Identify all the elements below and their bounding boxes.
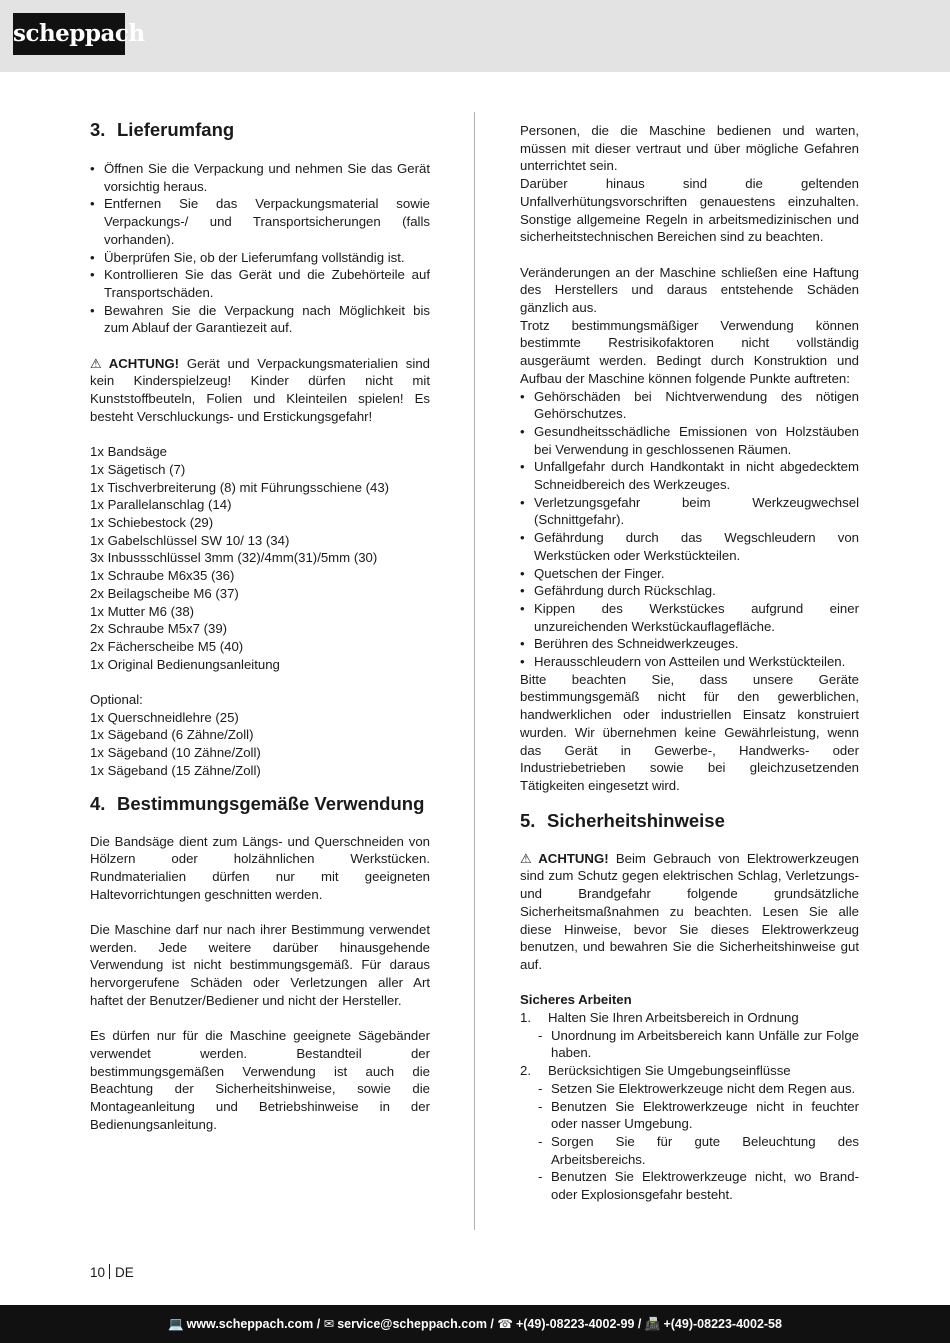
footer-phone: +(49)-08223-4002-99 / [515, 1317, 642, 1331]
list-item: • Gehörschäden bei Nichtverwendung des nötigen Gehörschutzes. [520, 388, 859, 423]
optional-label: Optional: [90, 692, 143, 708]
list-item: 2x Fächerscheibe M5 (40) [90, 638, 244, 654]
list-item: • Unfallgefahr durch Handkontakt in nicht abgedecktem Schneidbereich des Werkzeuges. [520, 458, 859, 493]
list-item: 1x Original Bedienungsanleitung [90, 656, 280, 672]
numbered-item [520, 1009, 859, 1027]
list-item: 1x Sägetisch (7) [90, 461, 186, 477]
page-number [90, 1264, 134, 1280]
list-item: - Unordnung im Arbeitsbereich kann Unfälle zur Folge haben. [520, 1027, 859, 1062]
list-item: - Benutzen Sie Elektrowerkzeuge nicht in feuchter oder nasser Umgebung. [520, 1098, 859, 1133]
warning-label: ACHTUNG! [108, 355, 180, 371]
warning-icon: ⚠ [90, 355, 106, 371]
header-band [0, 0, 950, 72]
list-item: 1x Schiebestock (29) [90, 515, 214, 531]
list-item: 1x Schraube M6x35 (36) [90, 568, 235, 584]
list-item: 1x Bandsäge [90, 444, 167, 460]
list-item: 1x Tischverbreiterung (8) mit Führungsschiene (43) [90, 479, 390, 495]
section-4-title: Bestimmungsgemäße Verwendung [117, 792, 425, 814]
section-5-title: Sicherheitshinweise [547, 809, 725, 831]
delivery-items-list [90, 443, 430, 673]
warning-text: Beim Gebrauch von Elektrowerkzeugen sind zum Schutz gegen elektrischen Schlag, Verletzungs- und Brandgefahr folgende grundsätzliche Sicherheitsmaßnahmen zu beachten. Lesen Sie alle diese Hinweise, bevor Sie dieses Elektrowerkzeug benutzen, und bewahren Sie die Sicherheitshinweise gut auf. [520, 850, 860, 972]
list-item: • Gesundheitsschädliche Emissionen von Holzstäuben bei Verwendung in geschlossenen Räumen. [520, 423, 859, 458]
item-title: Berücksichtigen Sie Umgebungseinflüsse [548, 1063, 791, 1079]
left-column [90, 112, 430, 1133]
liability-paragraph: Veränderungen an der Maschine schließen eine Haftung des Herstellers und daraus entstehende Schäden gänzlich aus. [520, 264, 859, 316]
mail-icon: ✉ [323, 1317, 335, 1331]
dash-list [520, 1080, 859, 1204]
list-item: 1x Sägeband (10 Zähne/Zoll) [90, 745, 261, 761]
list-item: • Quetschen der Finger. [520, 565, 859, 583]
residual-risks-list [520, 388, 859, 671]
commercial-use-paragraph: Bitte beachten Sie, dass unsere Geräte bestimmungsgemäß nicht für den gewerblichen, handwerklichen oder industriellen Einsatz konstruiert wurden. Wir übernehmen keine Gewährleistung, wenn das Gerät in Gewerbe-, Handwerks- oder Industriebetrieben sowie bei gleichzusetzenden Tätigkeiten eingesetzt wird. [520, 671, 859, 793]
list-item: 1x Gabelschlüssel SW 10/ 13 (34) [90, 532, 290, 548]
list-item: • Entfernen Sie das Verpackungsmaterial sowie Verpackungs-/ und Transportsicherungen (falls vorhanden). [90, 195, 430, 248]
brand-logo: scheppach [13, 13, 125, 55]
section-3-number: 3. [90, 119, 106, 140]
section-4-number: 4. [90, 792, 106, 814]
list-item: • Gefährdung durch Rückschlag. [520, 582, 859, 600]
warning-paragraph [90, 355, 430, 426]
list-item: 1x Sägeband (15 Zähne/Zoll) [90, 762, 261, 778]
section-4-heading [90, 792, 430, 816]
list-item: • Verletzungsgefahr beim Werkzeugwechsel (Schnittgefahr). [520, 494, 859, 529]
list-item: • Kontrollieren Sie das Gerät und die Zubehörteile auf Transportschäden. [90, 266, 430, 301]
list-item: - Setzen Sie Elektrowerkzeuge nicht dem Regen aus. [520, 1080, 859, 1098]
list-item: • Herausschleudern von Astteilen und Werkstückteilen. [520, 653, 859, 671]
list-item: • Öffnen Sie die Verpackung und nehmen Sie das Gerät vorsichtig heraus. [90, 160, 430, 195]
numbered-item [520, 1062, 859, 1080]
accident-prevention-paragraph: Darüber hinaus sind die geltenden Unfallverhütungsvorschriften genauestens einzuhalten. Sonstige allgemeine Regeln in arbeitsmedizinischen und sicherheitstechnischen Bereichen sind zu beachten. [520, 176, 859, 245]
list-item: 1x Parallelanschlag (14) [90, 497, 232, 513]
list-item: • Berühren des Schneidwerkzeuges. [520, 635, 859, 653]
item-number: 2. [520, 1063, 531, 1079]
usage-paragraph-3: Es dürfen nur für die Maschine geeignete Sägebänder verwendet werden. Bestandteil der bestimmungsgemäßen Verwendung ist auch die Beachtung der Sicherheitshinweise, sowie die Montageanleitung und Betriebshinweise in der Bedienungsanleitung. [90, 1028, 430, 1132]
footer-web: www.scheppach.com / [186, 1317, 321, 1331]
page-number-value: 10 [90, 1265, 106, 1280]
usage-paragraph-2: Die Maschine darf nur nach ihrer Bestimmung verwendet werden. Jede weitere darüber hinausgehende Verwendung ist nicht bestimmungsgemäß. Für daraus hervorgerufene Schäden oder Verletzungen aller Art haftet der Benutzer/Bediener und nicht der Hersteller. [90, 922, 430, 1008]
list-item: 1x Querschneidlehre (25) [90, 709, 239, 725]
section-5-number: 5. [520, 809, 536, 831]
warning-icon: ⚠ [520, 850, 536, 866]
warning-text: Gerät und Verpackungsmaterialien sind kein Kinderspielzeug! Kinder dürfen nicht mit Kunststoffbeuteln, Folien und Kleinteilen spielen! Es besteht Verschluckungs- und Erstickungsgefahr! [90, 355, 430, 424]
safety-warning-paragraph [520, 850, 859, 974]
unpack-steps-list [90, 160, 430, 337]
column-divider [474, 112, 475, 1230]
list-item: • Kippen des Werkstückes aufgrund einer unzureichenden Werkstückauflagefläche. [520, 600, 859, 635]
page-language: DE [115, 1265, 134, 1280]
footer-mail: service@scheppach.com / [337, 1317, 494, 1331]
list-item: 3x Inbussschlüssel 3mm (32)/4mm(31)/5mm (30) [90, 550, 378, 566]
section-3-title: Lieferumfang [117, 119, 235, 140]
list-item: 2x Schraube M5x7 (39) [90, 621, 228, 637]
warning-label: ACHTUNG! [538, 850, 609, 866]
dash-list [520, 1027, 859, 1062]
footer-fax: +(49)-08223-4002-58 [663, 1317, 782, 1331]
computer-icon: 💻 [168, 1317, 184, 1331]
list-item: 1x Sägeband (6 Zähne/Zoll) [90, 727, 254, 743]
list-item: - Sorgen Sie für gute Beleuchtung des Arbeitsbereichs. [520, 1133, 859, 1168]
usage-paragraph-1: Die Bandsäge dient zum Längs- und Querschneiden von Hölzern oder holzähnlichen Werkstücken. Rundmaterialien dürfen nur mit geeigneten Haltevorrichtungen geschnitten werden. [90, 833, 430, 902]
fax-icon: 📠 [644, 1317, 661, 1331]
item-number: 1. [520, 1010, 531, 1026]
list-item: - Benutzen Sie Elektrowerkzeuge nicht, wo Brand- oder Explosionsgefahr besteht. [520, 1168, 859, 1203]
safe-working-subheading: Sicheres Arbeiten [520, 992, 632, 1008]
list-item: 1x Mutter M6 (38) [90, 603, 195, 619]
phone-icon: ☎ [497, 1317, 513, 1331]
list-item: 2x Beilagscheibe M6 (37) [90, 585, 239, 601]
section-5-heading [520, 809, 859, 833]
item-title: Halten Sie Ihren Arbeitsbereich in Ordnung [548, 1010, 799, 1026]
right-column [520, 112, 859, 1204]
contact-footer [0, 1305, 950, 1343]
list-item: • Überprüfen Sie, ob der Lieferumfang vollständig ist. [90, 249, 430, 267]
optional-items-list [90, 691, 430, 780]
list-item: • Gefährdung durch das Wegschleudern von Werkstücken oder Werkstückteilen. [520, 529, 859, 564]
section-3-heading [90, 118, 430, 142]
residual-risk-paragraph: Trotz bestimmungsmäßiger Verwendung können bestimmte Restrisikofaktoren nicht vollständig ausgeräumt werden. Bedingt durch Konstruktion und Aufbau der Maschine können folgende Punkte auftreten: [520, 317, 859, 386]
operator-paragraph: Personen, die die Maschine bedienen und warten, müssen mit dieser vertraut und über mögliche Gefahren unterrichtet sein. [520, 123, 859, 174]
list-item: • Bewahren Sie die Verpackung nach Möglichkeit bis zum Ablauf der Garantiezeit auf. [90, 302, 430, 337]
